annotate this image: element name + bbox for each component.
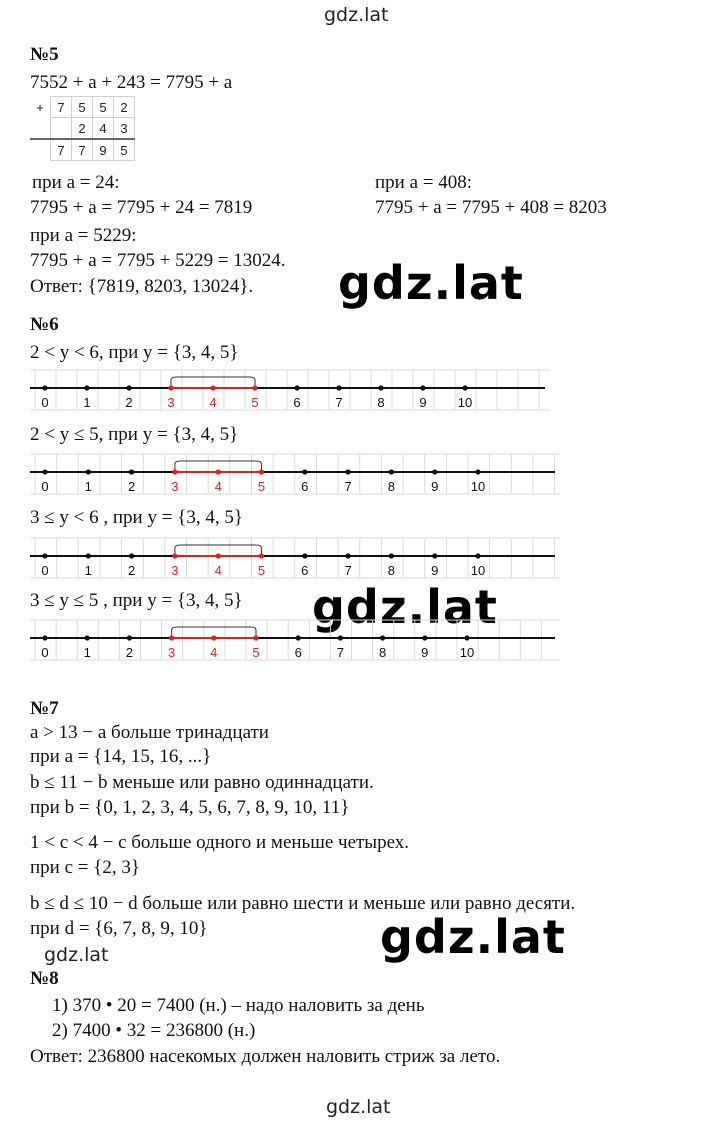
tick-point [302,469,307,474]
case3-title: при a = 5229: [30,225,137,246]
tick-point [85,635,90,640]
tick-label: 0 [41,395,49,410]
tick-point [389,553,394,558]
tick-point [296,635,301,640]
interval-brace [175,461,262,470]
task8-header: №8 [30,968,59,989]
tick-point [86,469,91,474]
tick-label: 9 [431,479,439,494]
tick-label: 0 [41,563,49,578]
tick-point [252,385,257,390]
tick-label: 8 [378,645,387,660]
tick-label: 6 [293,395,301,410]
digit: 7 [51,97,72,118]
tick-label: 2 [127,563,136,578]
task7-line-2: при a = {14, 15, 16, ...} [30,746,212,767]
tick-label: 8 [387,563,396,578]
task8-answer: Ответ: 236800 насекомых должен наловить стриж за лето. [30,1046,501,1067]
task5-equation: 7552 + a + 243 = 7795 + a [30,72,233,93]
task6-header: №6 [30,314,59,335]
interval-brace [172,627,256,636]
watermark-big-1: gdz.lat [338,256,524,310]
digit: 2 [114,97,135,118]
plus-sign: + [30,97,51,118]
tick-label: 3 [167,645,176,660]
interval-brace [175,545,262,554]
tick-point [338,635,343,640]
tick-point [42,385,47,390]
tick-point [172,553,177,558]
tick-label: 2 [127,479,136,494]
task7-line-7: b ≤ d ≤ 10 − d больше или равно шести и меньше или равно десяти. [30,893,576,914]
task8-step-1: 1) 370 • 20 = 7400 (н.) – надо наловить за день [52,995,425,1016]
tick-label: 0 [41,479,49,494]
tick-point [346,469,351,474]
tick-label: 10 [470,563,486,578]
tick-point [294,385,299,390]
task7-line-4: при b = {0, 1, 2, 3, 4, 5, 6, 7, 8, 9, 10, 11} [30,797,350,818]
task7-line-6: при c = {2, 3} [30,857,140,878]
tick-label: 3 [171,563,179,578]
number-line-3 [30,536,560,580]
tick-label: 1 [84,563,92,578]
tick-point [475,469,480,474]
tick-point [168,385,173,390]
task7-line-8: при d = {6, 7, 8, 9, 10} [30,918,208,939]
tick-point [42,469,47,474]
tick-point [259,553,264,558]
number-line-1-title: 2 < y < 6, при у = {3, 4, 5} [30,342,239,363]
case1-title: при a = 24: [32,172,120,193]
tick-label: 9 [419,395,427,410]
tick-label: 9 [431,563,439,578]
tick-label: 8 [387,479,396,494]
tick-point [253,635,258,640]
tick-label: 5 [257,479,266,494]
tick-point [462,385,467,390]
tick-label: 4 [209,395,217,410]
tick-point [420,385,425,390]
number-line-3-title: 3 ≤ y < 6 , при у = {3, 4, 5} [30,507,243,528]
watermark-big-2: gdz.lat [312,580,498,634]
tick-label: 6 [301,563,309,578]
tick-label: 7 [335,395,343,410]
number-line-2 [30,452,560,496]
number-line-4 [30,618,560,662]
tick-label: 5 [252,645,260,660]
tick-point [464,635,469,640]
tick-label: 10 [457,395,473,410]
tick-label: 5 [257,563,266,578]
tick-point [169,635,174,640]
digit: 7 [51,139,72,161]
tick-point [86,553,91,558]
tick-point [389,469,394,474]
tick-point [216,553,221,558]
task5-header: №5 [30,44,59,65]
watermark-small-mid: gdz.lat [44,944,109,966]
digit: 9 [93,139,114,161]
tick-point [432,469,437,474]
interval-brace [171,377,255,386]
tick-label: 6 [301,479,309,494]
watermark-bottom: gdz.lat [326,1096,391,1118]
tick-label: 4 [214,563,222,578]
number-line-1 [30,368,550,412]
case3-equation: 7795 + a = 7795 + 5229 = 13024. [30,250,286,271]
tick-label: 9 [421,645,429,660]
tick-point [84,385,89,390]
tick-point [380,635,385,640]
tick-label: 10 [459,645,475,660]
tick-point [475,553,480,558]
tick-point [259,469,264,474]
tick-point [211,635,216,640]
case2-title: при a = 408: [375,172,473,193]
digit: 3 [114,118,135,140]
tick-label: 5 [251,395,259,410]
tick-point [432,553,437,558]
tick-point [422,635,427,640]
tick-label: 7 [336,645,345,660]
tick-point [172,469,177,474]
tick-label: 2 [125,395,133,410]
number-line-4-title: 3 ≤ y ≤ 5 , при у = {3, 4, 5} [30,590,243,611]
case1-equation: 7795 + a = 7795 + 24 = 7819 [30,197,253,218]
tick-label: 7 [344,563,352,578]
task7-header: №7 [30,698,59,719]
number-line-2-title: 2 < y ≤ 5, при у = {3, 4, 5} [30,424,239,445]
tick-label: 1 [84,479,92,494]
digit: 7 [72,139,93,161]
watermark-big-3: gdz.lat [380,910,566,964]
tick-label: 2 [125,645,134,660]
tick-point [129,553,134,558]
tick-label: 3 [171,479,179,494]
tick-point [302,553,307,558]
task7-line-3: b ≤ 11 − b меньше или равно одиннадцати. [30,772,374,793]
tick-point [336,385,341,390]
tick-point [346,553,351,558]
tick-label: 4 [210,645,218,660]
task5-answer: Ответ: {7819, 8203, 13024}. [30,276,254,297]
digit: 4 [93,118,114,140]
tick-label: 8 [377,395,385,410]
digit: 2 [72,118,93,140]
task7-line-5: 1 < c < 4 − c больше одного и меньше четырех. [30,832,410,853]
tick-point [42,635,47,640]
column-addition [30,96,135,161]
tick-point [127,635,132,640]
digit: 5 [72,97,93,118]
tick-label: 1 [83,645,91,660]
tick-point [129,469,134,474]
tick-label: 7 [344,479,352,494]
case2-equation: 7795 + a = 7795 + 408 = 8203 [375,197,607,218]
task8-step-2: 2) 7400 • 32 = 236800 (н.) [52,1020,256,1041]
digit: 5 [114,139,135,161]
watermark-top: gdz.lat [324,4,389,26]
tick-label: 1 [83,395,91,410]
tick-label: 6 [294,645,302,660]
tick-point [42,553,47,558]
tick-point [378,385,383,390]
tick-point [216,469,221,474]
tick-label: 3 [167,395,175,410]
tick-label: 0 [41,645,49,660]
tick-point [126,385,131,390]
digit: 5 [93,97,114,118]
task7-line-1: a > 13 − a больше тринадцати [30,722,269,743]
tick-point [210,385,215,390]
tick-label: 10 [470,479,486,494]
tick-label: 4 [214,479,222,494]
